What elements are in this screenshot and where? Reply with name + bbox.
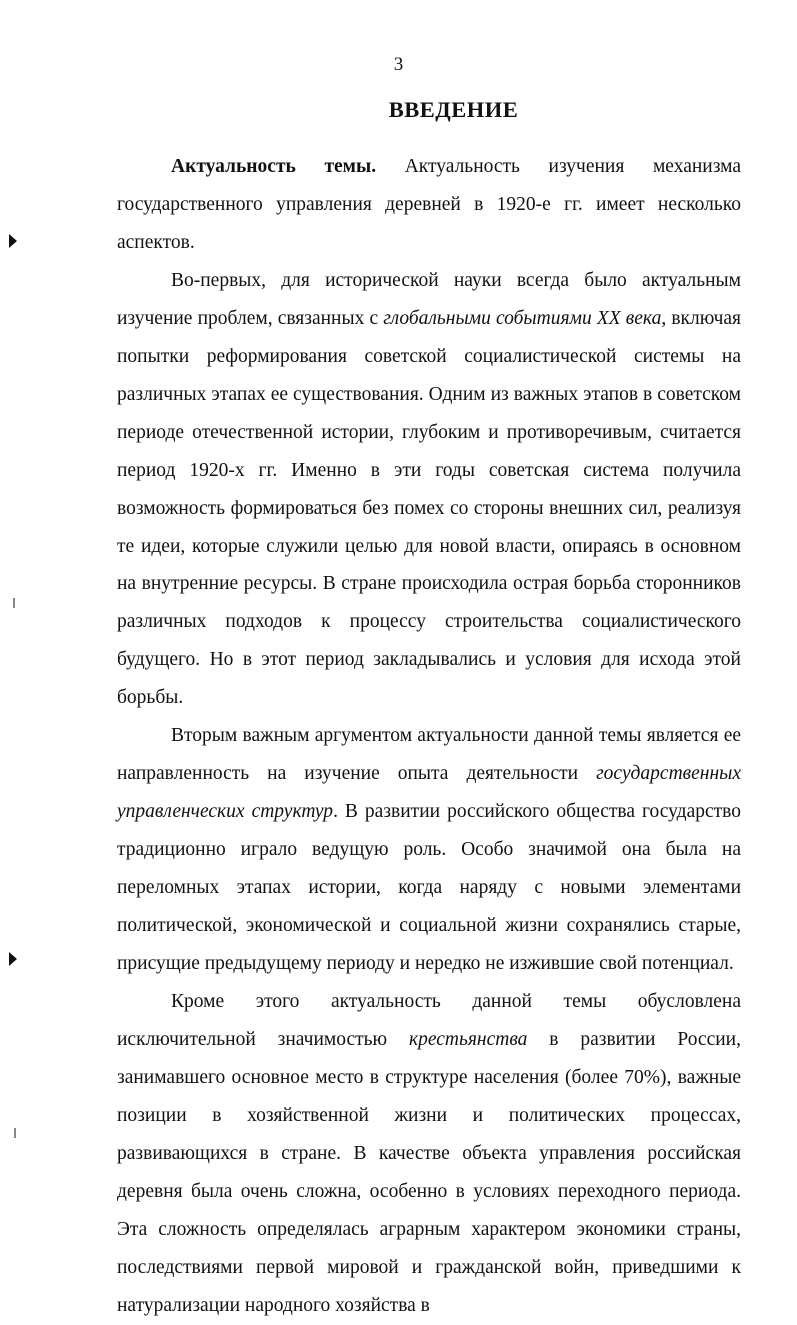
page-title: ВВЕДЕНИЕ xyxy=(388,97,519,122)
scan-speck xyxy=(13,598,15,608)
paragraph-relevance xyxy=(117,148,741,262)
paragraph-text: , включая попытки реформирования советской социалистической системы на различных этапах ее существования. Одним из важных этапов в советском периоде отечественной истории, глубоким и противоречивым, считается период 1920-х гг. Именно в эти годы советская система получила возможность формироваться без помех со стороны внешних сил, реализуя те идеи, которые служили целью для новой власти, опираясь в основном на внутренние ресурсы. В стране происходила острая борьба сторонников различных подходов к процессу строительства социалистического будущего. Но в этот период закладывались и условия для исхода этой борьбы. xyxy=(117,307,741,709)
body-text xyxy=(117,148,741,1325)
paragraph-text: в развитии России, занимавшего основное место в структуре населения (более 70%), важные позиции в хозяйственной жизни и политических процессах, развивающихся в стране. В качестве объекта управления российская деревня была очень сложна, особенно в условиях переходного периода. Эта сложность определялась аграрным характером экономики страны, последствиями первой мировой и гражданской войн, приведшими к натурализации народного хозяйства в xyxy=(117,1028,741,1316)
scan-margin-mark xyxy=(9,234,17,248)
scan-speck xyxy=(14,1128,16,1138)
emphasis-text: государственных управленческих структур xyxy=(117,763,741,823)
paragraph-first-point xyxy=(117,262,741,717)
paragraph-second-point xyxy=(117,717,741,983)
paragraph-lead: Актуальность темы. xyxy=(171,156,377,177)
paragraph-third-point xyxy=(117,983,741,1325)
emphasis-text: крестьянства xyxy=(408,1028,528,1050)
emphasis-text: глобальными событиями XX века xyxy=(383,307,662,329)
paragraph-text: Актуальность изучения механизма государственного управления деревней в 1920-е гг. имеет несколько аспектов. xyxy=(117,156,742,253)
paragraph-text: Кроме этого актуальность данной темы обусловлена исключительной значимостью xyxy=(117,990,741,1050)
paragraph-text: . В развитии российского общества государство традиционно играло ведущую роль. Особо значимой она была на переломных этапах истории, когда наряду с новыми элементами политической, экономической и социальной жизни сохранялись старые, присущие предыдущему периоду и нередко не изжившие свой потенциал. xyxy=(117,801,741,975)
paragraph-text: Во-первых, для исторической науки всегда было актуальным изучение проблем, связанных с xyxy=(117,269,741,329)
scan-margin-mark xyxy=(9,952,17,966)
paragraph-text: Вторым важным аргументом актуальности данной темы является ее направленность на изучение опыта деятельности xyxy=(117,725,741,785)
page-number: 3 xyxy=(393,54,404,75)
